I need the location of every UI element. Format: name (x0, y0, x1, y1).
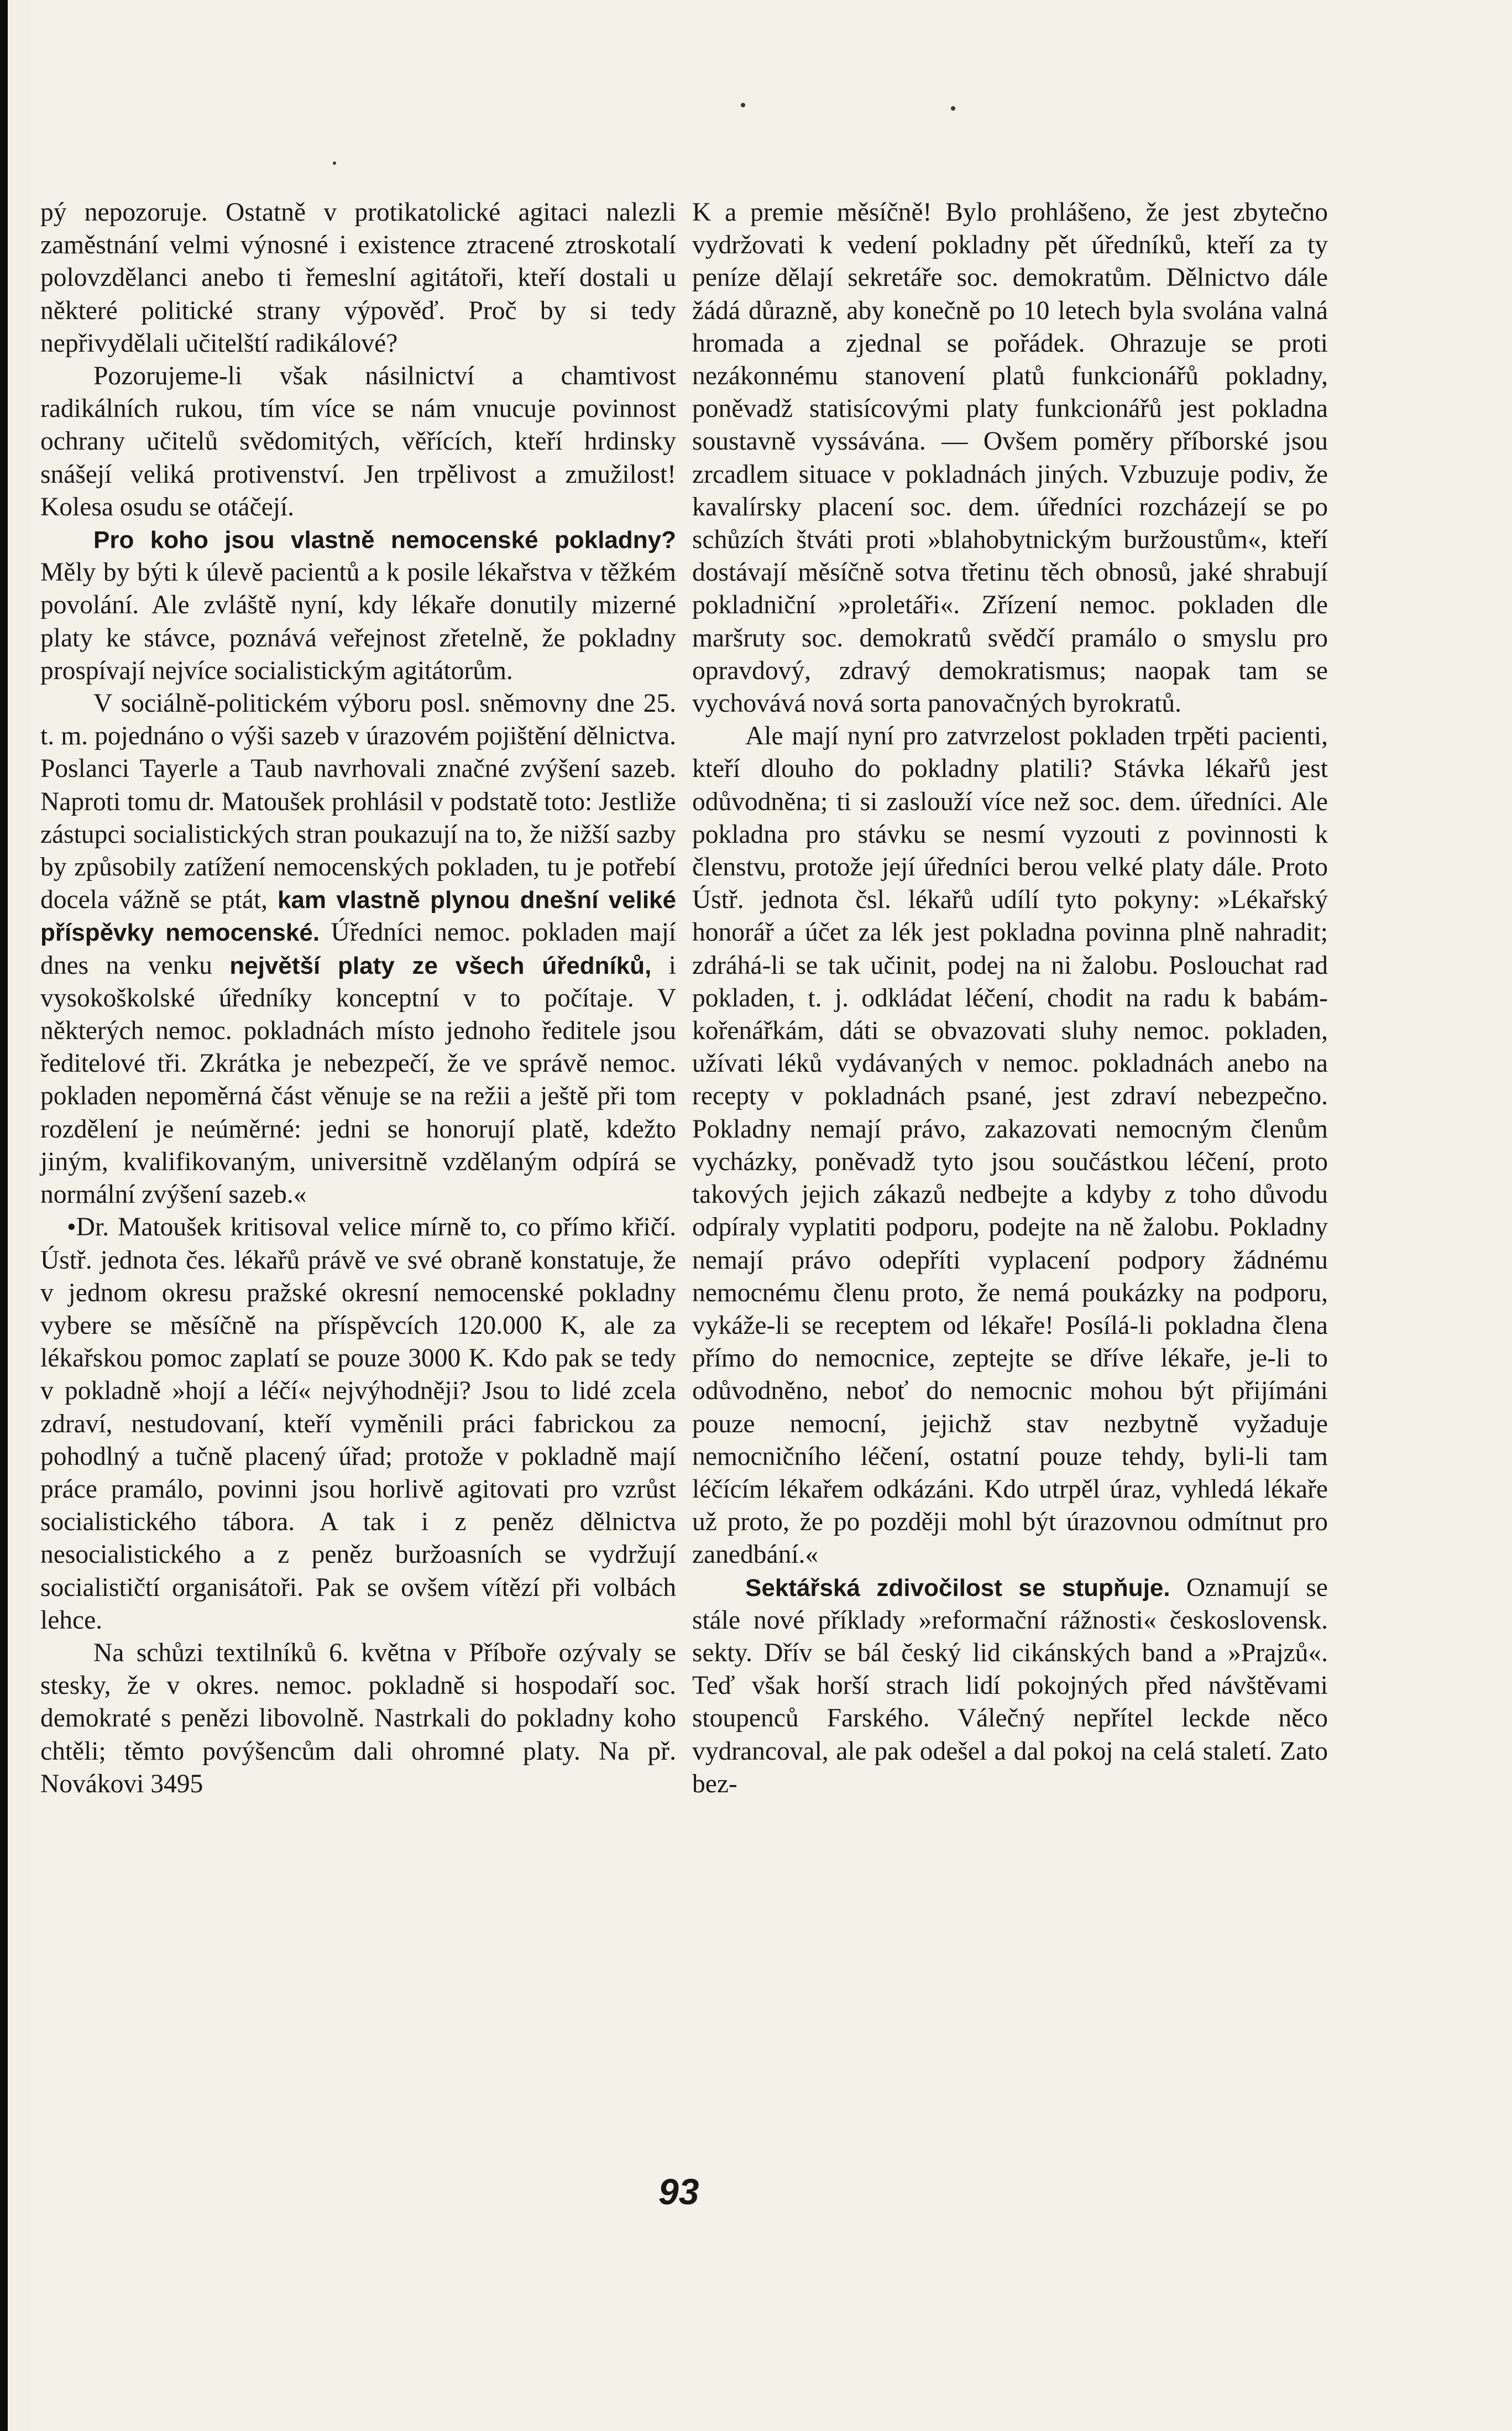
paragraph-text: Oznamují se stále nové příklady »reformační rážnosti« československ. sekty. Dřív se bál český lid cikánských band a »Prajzů«. Teď však horší strach lidí pokojných před návštěvami stoupenců Farského. Válečný nepřítel leckde něco vydrancoval, ale pak odešel a dal pokoj na celá staletí. Zato bez- (692, 1573, 1328, 1798)
emphasis-text: kam vlastně plynou dnešní veliké příspěvky nemocenské. (40, 886, 676, 947)
section-heading: Sektářská zdivočilost se stupňuje. (745, 1574, 1170, 1601)
paragraph: Pozorujeme-li však násilnictví a chamtivost radikálních rukou, tím více se nám vnucuje povinnost ochrany učitelů svědomitých, věřících, kteří hrdinsky snášejí veliká protivenství. Jen trpělivost a zmužilost! Kolesa osudu se otáčejí. (40, 362, 676, 521)
paragraph (40, 524, 676, 687)
paragraph: K a premie měsíčně! Bylo prohlášeno, že jest zbytečno vydržovati k vedení pokladny pět úředníků, kteří za ty peníze dělají sekretáře soc. demokratům. Dělnictvo dále žádá důrazně, aby konečně po 10 letech byla svolána valná hromada a zjednal se pořádek. Ohrazuje se proti nezákonnému stanovení platů funkcionářů pokladny, poněvadž statisícovými platy funkcionářů jest pokladna soustavně vyssávána. — Ovšem poměry příborské jsou zrcadlem situace v pokladnách jiných. Vzbuzuje podiv, že kavalírsky placení soc. dem. úředníci rozcházejí se po schůzích štváti proti »blahobytnickým buržoustům«, kteří dostávají měsíčně sotva třetinu těch obnosů, jaké shrabují pokladniční »proletáři«. Zřízení nemoc. pokladen dle maršruty soc. demokratů svědčí pramálo o smyslu pro opravdový, zdravý demokratismus; naopak tam se vychovává nová sorta panovačných byrokratů. (692, 198, 1328, 718)
paragraph: pý nepozoruje. Ostatně v protikatolické agitaci nalezli zaměstnání velmi výnosné i existence ztracené ztroskotalí polovzdělanci anebo ti řemeslní agitátoři, kteří dostali u některé politické strany výpověď. Proč by si tedy nepřivydělali učitelští radikálové? (40, 198, 676, 358)
section-heading: Pro koho jsou vlastně nemocenské pokladny? (93, 526, 676, 554)
scan-speck (951, 106, 955, 111)
left-column (40, 196, 676, 1801)
right-column (692, 196, 1328, 1801)
scan-speck (333, 161, 336, 165)
paragraph-text: Měly by býti k úlevě pacientů a k posile lékařstva v těžkém povolání. Ale zvláště nyní, kdy lékaře donutily mizerné platy ke stávce, poznává veřejnost zřetelně, že pokladny prospívají nejvíce socialistickým agitátorům. (40, 558, 676, 685)
paragraph-text: V sociálně-politickém výboru posl. sněmovny dne 25. t. m. pojednáno o výši sazeb v úrazovém pojištění dělnictva. Poslanci Tayerle a Taub navrhovali značné zvýšení sazeb. Naproti tomu dr. Matoušek prohlásil v podstatě toto: Jestliže zástupci socialistických stran poukazují na to, že nižší sazby by způsobily zatížení nemocenských pokladen, tu je potřebí docela vážně se ptát, (40, 689, 676, 915)
paragraph-text: i vysokoškolské úředníky konceptní v to počítaje. V některých nemoc. pokladnách místo jednoho ředitele jsou ředitelové tři. Zkrátka je nebezpečí, že ve správě nemoc. pokladen nepoměrná část věnuje se na režii a ještě při tom rozdělení je neúměrné: jedni se honorují platě, kdežto jiným, kvalifikovaným, universitně vzdělaným odpírá se normální zvýšení sazeb.« (40, 951, 677, 1209)
scan-speck (741, 103, 745, 107)
paragraph-text: Úředníci nemoc. pokladen mají dnes na venku (40, 918, 676, 980)
paragraph: Ale mají nyní pro zatvrzelost pokladen trpěti pacienti, kteří dlouho do pokladny platili? Stávka lékařů jest odůvodněna; ti si zaslouží více než soc. dem. úředníci. Ale pokladna pro stávku se nesmí vyzouti z povinnosti k členstvu, protože její úředníci berou velké platy dále. Proto Ústř. jednota čsl. lékařů udílí tyto pokyny: »Lékařský honorář a účet za lék jest pokladna povinna plně nahradit; zdráhá-li se tak učinit, podej na ni žalobu. Poslouchat rad pokladen, t. j. odkládat léčení, chodit na radu k babám-kořenářkám, dáti se obvazovati sluhy nemoc. pokladen, užívati léků vydávaných v nemoc. pokladnách anebo na recepty v pokladnách psané, jest zdraví nebezpečno. Pokladny nemají právo, zakazovati nemocným členům vycházky, poněvadž tyto jsou součástkou léčení, proto takových jejich zákazů nedbejte a kdyby z toho důvodu odpíraly vyplatiti podporu, podejte na ně žalobu. Pokladny nemají právo odepříti vyplacení podpory žádnému nemocnému členu proto, že nemá poukázky na podporu, vykáže-li se receptem od lékaře! Posílá-li pokladna člena přímo do nemocnice, zeptejte se dříve lékaře, je-li to odůvodněno, neboť do nemocnic mohou být přijímáni pouze nemocní, jejichž stav nezbytně vyžaduje nemocničního léčení, ostatní pouze tehdy, byli-li tam léčícím lékařem odkázáni. Kdo utrpěl úraz, vyhledá lékaře už proto, že po později mohl být úrazovnou odmítnut pro zanedbání.« (692, 722, 1328, 1569)
paragraph: Na schůzi textilníků 6. května v Příboře ozývaly se stesky, že v okres. nemoc. pokladně si hospodaří soc. demokraté s penězi libovolně. Nastrkali do pokladny koho chtěli; těmto povýšencům dali ohromné platy. Na př. Novákovi 3495 (40, 1638, 676, 1798)
paragraph (692, 1572, 1328, 1801)
scan-left-edge (0, 0, 8, 2431)
emphasis-text: největší platy ze všech úředníků, (229, 952, 652, 979)
paragraph (40, 687, 676, 1211)
paragraph: •Dr. Matoušek kritisoval velice mírně to, co přímo křičí. Ústř. jednota čes. lékařů právě ve své obraně konstatuje, že v jednom okresu pražské okresní nemocenské pokladny vybere se měsíčně na příspěvcích 120.000 K, ale za lékařskou pomoc zaplatí se pouze 3000 K. Kdo pak se tedy v pokladně »hojí a léčí« nejvýhodněji? Jsou to lidé zcela zdraví, nestudovaní, kteří vyměnili práci fabrickou za pohodlný a tučně placený úřad; protože v pokladně mají práce pramálo, povinni jsou horlivě agitovati pro vzrůst socialistického tábora. A tak i z peněz dělnictva nesocialistického a z peněz buržoasních se vydržují socialističtí organisátoři. Pak se ovšem vítězí při volbách lehce. (40, 1213, 676, 1635)
page-number: 93 (658, 2171, 699, 2212)
document-page (31, 0, 1512, 2431)
